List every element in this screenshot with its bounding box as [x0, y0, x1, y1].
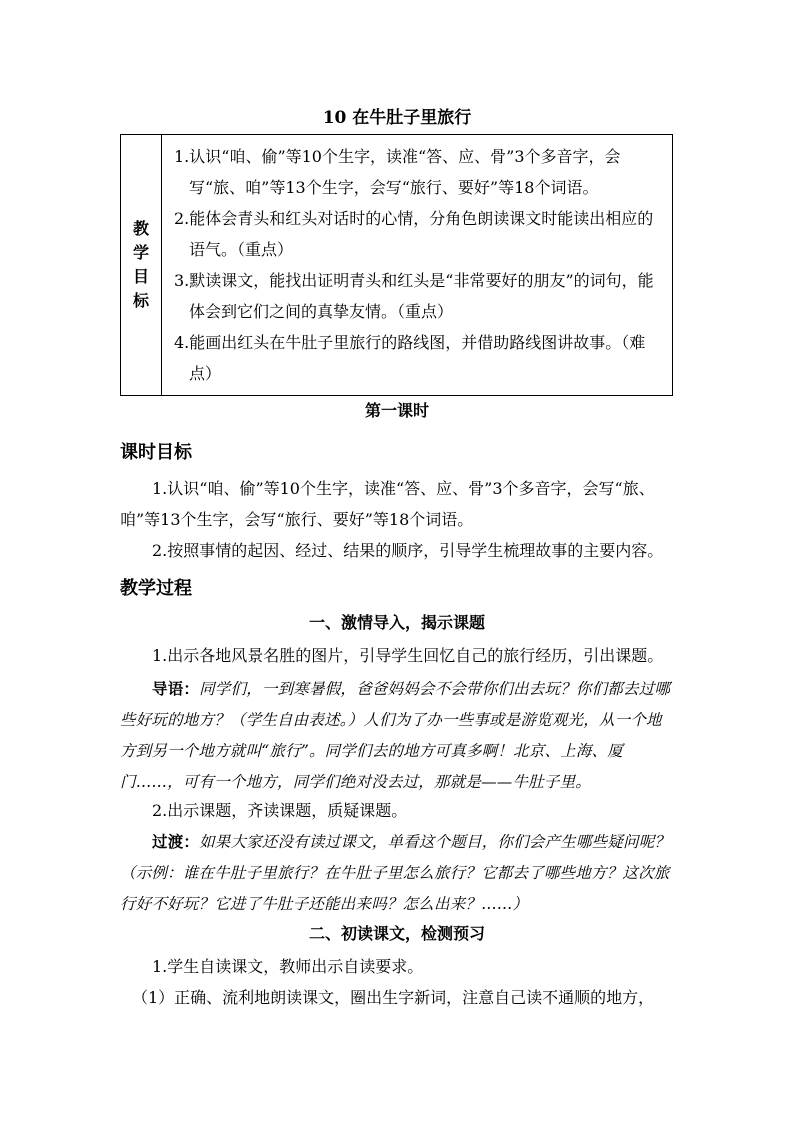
teaching-goals-label [121, 135, 162, 396]
intro-text: 同学们，一到寒暑假，爸爸妈妈会不会带你们出去玩？你们都去过哪些好玩的地方？（学生自由表述。）人们为了办一些事或是游览观光，从一个地方到另一个地方就叫“旅行”。同学们去的地方可真多啊！北京、上海、厦门……，可有一个地方，同学们绝对没去过，那就是——牛肚子里。 [120, 680, 671, 791]
transition-note [120, 826, 675, 920]
goal-item: 2.能体会青头和红头对话时的心情，分角色朗读课文时能读出相应的语气。（重点） [174, 209, 654, 259]
label-char: 教 [132, 219, 149, 238]
intro-note [120, 673, 675, 798]
intro-label: 导语： [152, 679, 200, 698]
goal-item: 3.默读课文，能找出证明青头和红头是“非常要好的朋友”的词句，能体会到它们之间的真挚友情。（重点） [174, 271, 654, 321]
part2-heading: 二、初读课文，检测预习 [308, 924, 485, 943]
lesson-goals-heading: 课时目标 [120, 442, 192, 463]
part2-step1: 1.学生自读课文，教师出示自读要求。 [152, 957, 424, 976]
label-char: 标 [132, 291, 149, 310]
lesson-goal-item: 2.按照事情的起因、经过、结果的顺序，引导学生梳理故事的主要内容。 [152, 541, 664, 560]
page-title: 10 在牛肚子里旅行 [322, 108, 472, 128]
goal-item: 1.认识“咱、偷”等10个生字，读准“答、应、骨”3个多音字，会写“旅、咱”等13个生字，会写“旅行、要好”等18个词语。 [174, 147, 621, 197]
teaching-goals-list [162, 135, 673, 396]
part1-heading: 一、激情导入，揭示课题 [308, 613, 485, 632]
label-char: 学 [132, 243, 149, 262]
lesson-title: 第一课时 [364, 401, 429, 420]
part1-step1: 1.出示各地风景名胜的图片，引导学生回忆自己的旅行经历，引出课题。 [152, 646, 664, 665]
transition-label: 过渡： [152, 832, 200, 851]
part1-step2: 2.出示课题，齐读课题，质疑课题。 [152, 801, 408, 820]
teaching-goals-table [120, 134, 673, 396]
part2-sub1: （1）正确、流利地朗读课文，圈出生字新词，注意自己读不通顺的地方， [132, 988, 655, 1007]
process-heading: 教学过程 [120, 578, 192, 599]
lesson-goal-item: 1.认识“咱、偷”等10个生字，读准“答、应、骨”3个多音字，会写“旅、咱”等13个生字，会写“旅行、要好”等18个词语。 [120, 479, 655, 529]
label-char: 目 [132, 267, 149, 286]
transition-text: 如果大家还没有读过课文，单看这个题目，你们会产生哪些疑问呢？（示例：谁在牛肚子里旅行？在牛肚子里怎么旅行？它都去了哪些地方？这次旅行好不好玩？它进了牛肚子还能出来吗？怎么出来？……） [120, 833, 671, 913]
goal-item: 4.能画出红头在牛肚子里旅行的路线图，并借助路线图讲故事。（难点） [174, 333, 646, 383]
